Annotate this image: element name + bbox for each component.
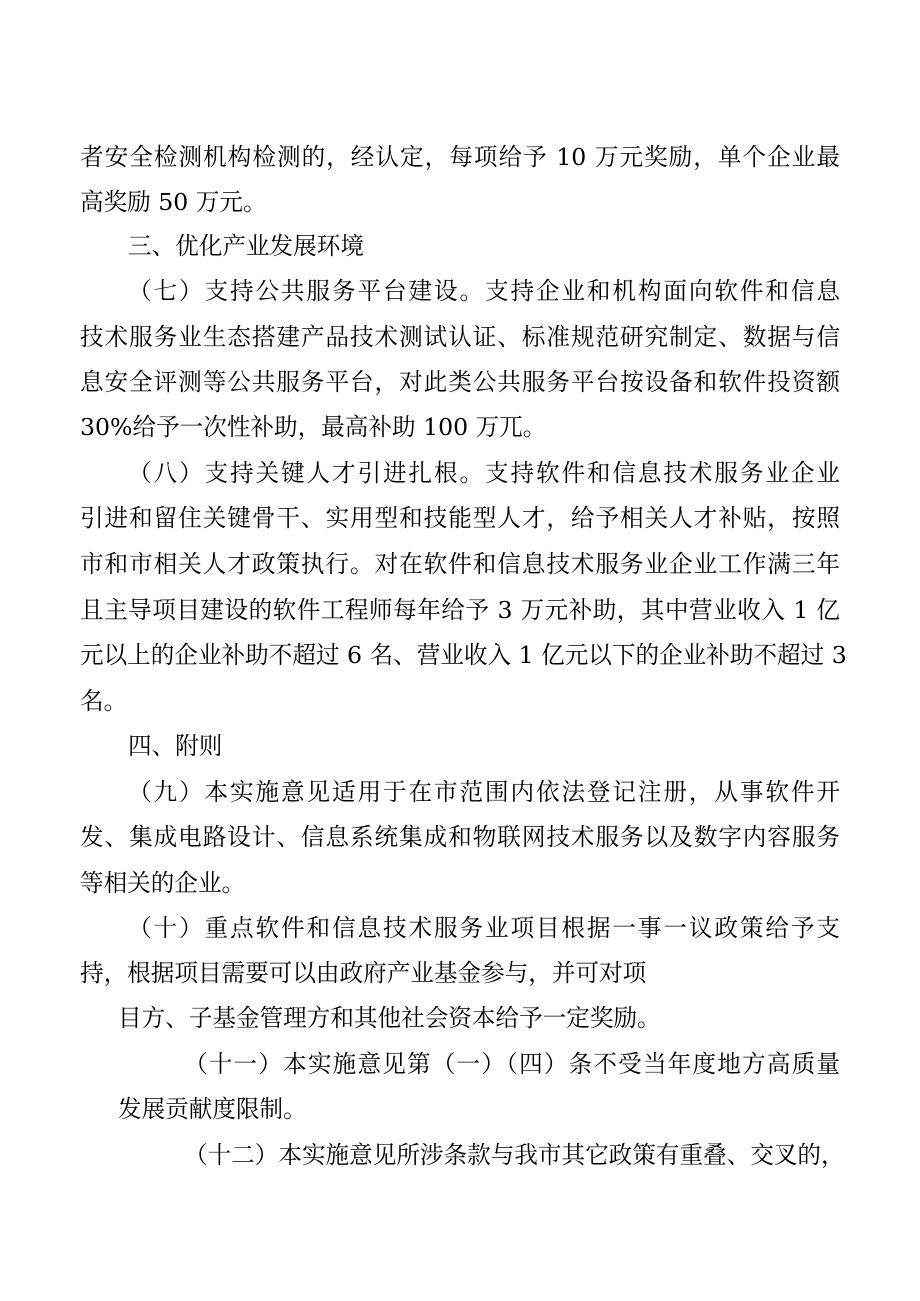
section-heading: 四、附则 [128, 732, 223, 760]
text-line: 发展贡献度限制。 [118, 1095, 307, 1123]
text-line: 等相关的企业。 [80, 869, 246, 897]
paragraph-start: （八）支持关键人才引进扎根。支持软件和信息技术服务业企业 [128, 459, 840, 487]
text-line: 技术服务业生态搭建产品技术测试认证、标准规范研究制定、数据与信 [80, 323, 840, 351]
text-line: 引进和留住关键骨干、实用型和技能型人才，给予相关人才补贴，按照 [80, 504, 840, 532]
text-line: 市和市相关人才政策执行。对在软件和信息技术服务业企业工作满三年 [80, 550, 840, 578]
text-line: 高奖励 50 万元。 [80, 188, 267, 216]
text-line: 30%给予一次性补助，最高补助 100 万兀。 [80, 413, 547, 441]
text-line: 且主导项目建设的软件工程师每年给予 3 万元补助，其中营业收入 1 亿 [80, 596, 840, 624]
text-line: 元以上的企业补助不超过 6 名、营业收入 1 亿元以下的企业补助不超过 3 [80, 641, 847, 669]
paragraph-start: （十二）本实施意见所涉条款与我市其它政策有重叠、交叉的， [184, 1141, 845, 1169]
text-line: 名。 [80, 687, 128, 715]
section-heading: 三、优化产业发展环境 [128, 232, 364, 260]
paragraph-start: （九）本实施意见适用于在市范围内依法登记注册，从事软件开 [128, 778, 840, 806]
text-line: 息安全评测等公共服务平台，对此类公共服务平台按设备和软件投资额 [80, 368, 840, 396]
paragraph-start: （十）重点软件和信息技术服务业项目根据一事一议政策给予支 [128, 914, 840, 942]
paragraph-start: （十一）本实施意见第（一）（四）条不受当年度地方高质量 [184, 1050, 840, 1078]
text-line: 者安全检测机构检测的，经认定，每项给予 10 万元奖励，单个企业最 [80, 143, 840, 171]
text-line: 发、集成电路设计、信息系统集成和物联网技术服务以及数字内容服务 [80, 823, 840, 851]
text-line: 目方、子基金管理方和其他社会资本给予一定奖励。 [118, 1004, 661, 1032]
text-line: 持，根据项目需要可以由政府产业基金参与，并可对项 [80, 959, 647, 987]
paragraph-start: （七）支持公共服务平台建设。支持企业和机构面向软件和信息 [128, 277, 840, 305]
